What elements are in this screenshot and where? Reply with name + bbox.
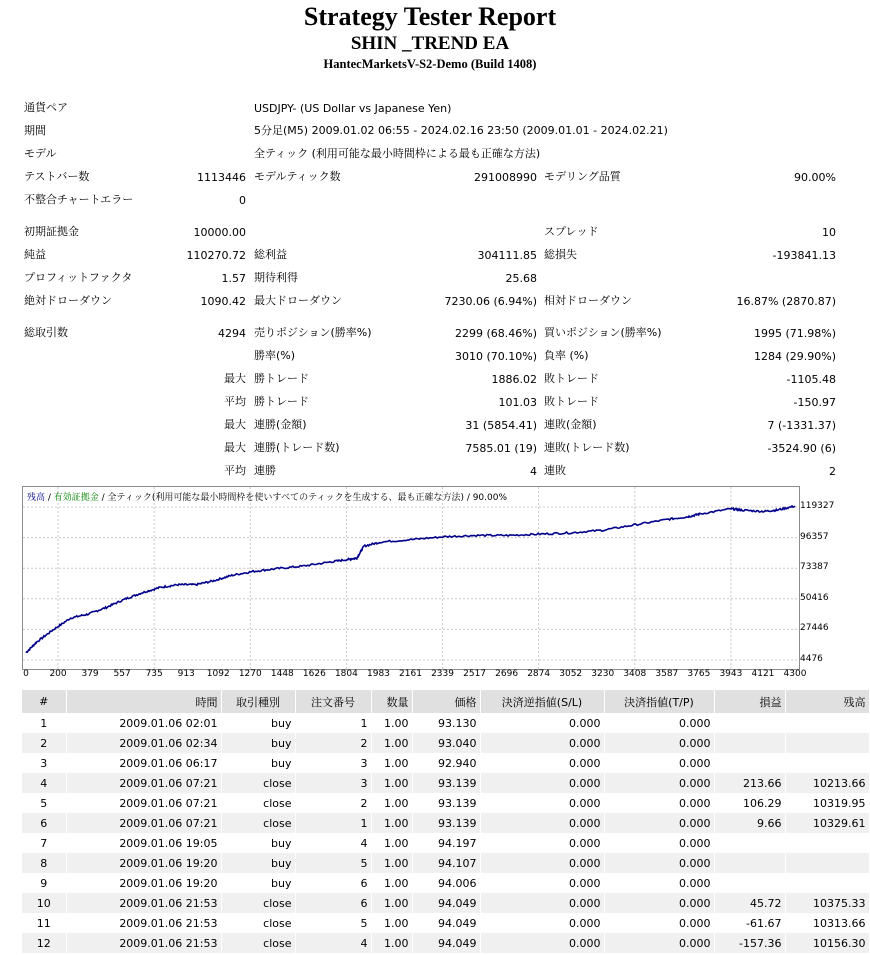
x-tick-label: 3230 [591, 669, 615, 679]
table-cell: buy [221, 833, 295, 853]
column-header: # [22, 690, 66, 713]
largest-loss-label: 敗トレード [544, 372, 599, 385]
x-tick-label: 1804 [334, 669, 358, 679]
consec-win-money-label: 連勝(金額) [254, 418, 307, 431]
long-positions-value: 1995 (71.98%) [753, 327, 836, 340]
table-cell: 213.66 [714, 773, 785, 793]
table-row [22, 753, 869, 773]
table-cell: 9 [22, 873, 66, 893]
y-tick-label: 96357 [800, 531, 829, 542]
largest-win-label: 勝トレード [254, 372, 309, 385]
x-tick-label: 3587 [655, 669, 679, 679]
abs-drawdown-value: 1090.42 [200, 295, 246, 308]
y-tick-label: 4476 [800, 654, 823, 664]
table-cell: buy [221, 853, 295, 873]
column-header: 損益 [714, 690, 785, 713]
table-cell: close [221, 933, 295, 953]
table-row [22, 893, 869, 913]
errors-label: 不整合チャートエラー [24, 193, 134, 206]
short-positions-value: 2299 (68.46%) [454, 327, 537, 340]
legend-rest: / 全ティック(利用可能な最小時間枠を使いすべてのティックを生成する、最も正確な方法) / 90.00% [98, 493, 508, 503]
avg-win-value: 101.03 [498, 396, 537, 409]
expected-payoff-value: 25.68 [505, 272, 537, 285]
avg-consec-loss-value: 2 [829, 465, 836, 478]
table-cell: 0.000 [604, 873, 714, 893]
profit-factor-label: プロフィットファクタ [24, 271, 133, 284]
x-tick-label: 2517 [463, 669, 487, 679]
x-tick-label: 0 [23, 669, 29, 679]
table-cell: 1.00 [371, 793, 412, 813]
table-cell: 0.000 [480, 773, 604, 793]
table-cell: 0.000 [604, 773, 714, 793]
total-trades-label: 総取引数 [24, 326, 68, 339]
table-cell [785, 733, 869, 753]
avg-loss-value: -150.97 [793, 396, 836, 409]
table-cell: 92.940 [412, 753, 480, 773]
table-cell: 2009.01.06 06:17 [66, 753, 221, 773]
ticks-label: モデルティック数 [254, 170, 341, 183]
table-cell: -157.36 [714, 933, 785, 953]
table-cell: 1 [22, 713, 66, 733]
y-tick-label: 73387 [800, 562, 829, 573]
table-cell: 3 [295, 753, 371, 773]
consec-win-money-value: 31 (5854.41) [465, 419, 537, 432]
ticks-value: 291008990 [474, 171, 537, 184]
model-value: 全ティック (利用可能な最小時間枠による最も正確な方法) [254, 147, 541, 160]
table-cell [785, 873, 869, 893]
table-cell: close [221, 773, 295, 793]
table-cell: 6 [295, 893, 371, 913]
errors-value: 0 [239, 194, 246, 207]
table-cell: 4 [295, 933, 371, 953]
loss-rate-value: 1284 (29.90%) [753, 350, 836, 363]
table-cell: 1.00 [371, 853, 412, 873]
consec-loss-money-value: 7 (-1331.37) [767, 419, 836, 432]
table-cell: 7 [22, 833, 66, 853]
table-cell: 2009.01.06 21:53 [66, 893, 221, 913]
x-tick-label: 1983 [367, 669, 390, 679]
table-cell: 0.000 [480, 793, 604, 813]
x-tick-label: 200 [49, 669, 67, 679]
symbol-label: 通貨ペア [24, 101, 68, 114]
chart-canvas [23, 487, 799, 669]
table-cell: 0.000 [480, 913, 604, 933]
x-tick-label: 1626 [302, 669, 326, 679]
win-rate-value: 3010 (70.10%) [454, 350, 537, 363]
net-profit-value: 110270.72 [186, 249, 246, 262]
table-cell: close [221, 813, 295, 833]
table-cell: 0.000 [604, 893, 714, 913]
x-tick-label: 1092 [206, 669, 230, 679]
table-cell: 94.197 [412, 833, 480, 853]
table-header-row [22, 690, 869, 713]
table-cell: buy [221, 753, 295, 773]
x-tick-label: 4300 [783, 669, 807, 679]
table-cell: 45.72 [714, 893, 785, 913]
x-tick-label: 735 [145, 669, 163, 679]
period-label: 期間 [24, 124, 46, 137]
x-tick-label: 2696 [495, 669, 519, 679]
table-cell: close [221, 913, 295, 933]
table-cell: 2009.01.06 07:21 [66, 793, 221, 813]
table-cell: 0.000 [480, 853, 604, 873]
avg-label-2: 平均 [224, 464, 246, 477]
initial-deposit-value: 10000.00 [193, 226, 246, 239]
initial-deposit-label: 初期証拠金 [24, 225, 79, 238]
table-row [22, 833, 869, 853]
consec-loss-trades-label: 連敗(トレード数) [544, 441, 630, 454]
net-profit-label: 純益 [24, 248, 46, 261]
x-tick-label: 557 [113, 669, 131, 679]
avg-win-label: 勝トレード [254, 395, 309, 408]
table-cell: close [221, 893, 295, 913]
short-positions-label: 売りポジション(勝率%) [254, 326, 372, 339]
table-cell: 1.00 [371, 813, 412, 833]
balance-chart [22, 486, 800, 670]
bars-value: 1113446 [197, 171, 246, 184]
y-tick-label: 27446 [800, 623, 829, 634]
table-cell: 10 [22, 893, 66, 913]
avg-loss-label: 敗トレード [544, 395, 599, 408]
gross-loss-value: -193841.13 [772, 249, 836, 262]
table-row [22, 813, 869, 833]
table-cell: 0.000 [480, 933, 604, 953]
x-tick-label: 2161 [399, 669, 422, 679]
symbol-value: USDJPY- (US Dollar vs Japanese Yen) [254, 102, 452, 115]
largest-win-value: 1886.02 [491, 373, 537, 386]
table-cell: 1.00 [371, 873, 412, 893]
table-cell: 93.139 [412, 793, 480, 813]
spread-label: スプレッド [544, 225, 599, 238]
quality-value: 90.00% [794, 171, 836, 184]
x-tick-label: 379 [81, 669, 99, 679]
table-row [22, 773, 869, 793]
table-cell: 3 [295, 773, 371, 793]
avg-consec-win-value: 4 [530, 465, 537, 478]
table-cell: 0.000 [480, 753, 604, 773]
table-cell [785, 853, 869, 873]
table-cell: 2009.01.06 07:21 [66, 813, 221, 833]
table-cell: 5 [295, 853, 371, 873]
abs-drawdown-label: 絶対ドローダウン [24, 294, 112, 307]
table-cell: 2 [295, 733, 371, 753]
max-label-3: 最大 [224, 441, 246, 454]
y-tick-label: 119327 [800, 501, 835, 511]
table-row [22, 913, 869, 933]
server-name: HantecMarketsV-S2-Demo (Build 1408) [323, 57, 537, 71]
table-cell: 0.000 [480, 873, 604, 893]
table-cell: 0.000 [604, 713, 714, 733]
table-cell: 1.00 [371, 713, 412, 733]
table-cell: 12 [22, 933, 66, 953]
table-cell: 2009.01.06 19:05 [66, 833, 221, 853]
x-tick-label: 1270 [238, 669, 262, 679]
table-cell: 0.000 [604, 913, 714, 933]
table-cell: 94.006 [412, 873, 480, 893]
table-row [22, 793, 869, 813]
table-row [22, 733, 869, 753]
table-cell: 10375.33 [785, 893, 869, 913]
column-header: 決済指値(T/P) [604, 690, 714, 713]
table-cell: 94.107 [412, 853, 480, 873]
win-rate-label: 勝率(%) [254, 349, 296, 362]
rel-drawdown-label: 相対ドローダウン [544, 294, 632, 307]
table-cell: 0.000 [480, 713, 604, 733]
table-cell: 2009.01.06 19:20 [66, 853, 221, 873]
max-drawdown-value: 7230.06 (6.94%) [444, 295, 537, 308]
column-header: 残高 [785, 690, 869, 713]
table-cell: 1.00 [371, 913, 412, 933]
table-cell: 8 [22, 853, 66, 873]
table-cell [714, 733, 785, 753]
table-cell: 0.000 [480, 833, 604, 853]
table-cell: 93.139 [412, 773, 480, 793]
x-tick-label: 1448 [270, 669, 294, 679]
table-cell: 1.00 [371, 893, 412, 913]
table-cell: 1.00 [371, 733, 412, 753]
table-cell: 6 [22, 813, 66, 833]
x-tick-label: 4121 [751, 669, 775, 679]
table-cell: 2009.01.06 02:34 [66, 733, 221, 753]
table-cell: 9.66 [714, 813, 785, 833]
table-cell [714, 873, 785, 893]
model-label: モデル [24, 147, 57, 160]
table-cell: 5 [22, 793, 66, 813]
max-label-2: 最大 [224, 418, 246, 431]
consec-loss-money-label: 連敗(金額) [544, 418, 597, 431]
table-cell: 10156.30 [785, 933, 869, 953]
table-row [22, 713, 869, 733]
table-cell [714, 853, 785, 873]
table-cell: 4 [295, 833, 371, 853]
spread-value: 10 [822, 226, 836, 239]
table-cell: 0.000 [480, 813, 604, 833]
profit-factor-value: 1.57 [221, 272, 246, 285]
table-cell: 0.000 [604, 813, 714, 833]
table-cell: 94.049 [412, 893, 480, 913]
column-header: 数量 [371, 690, 412, 713]
table-cell: 93.130 [412, 713, 480, 733]
table-cell: 5 [295, 913, 371, 933]
bars-label: テストバー数 [24, 170, 90, 183]
table-cell: 11 [22, 913, 66, 933]
table-cell: 3 [22, 753, 66, 773]
table-cell: close [221, 793, 295, 813]
x-tick-label: 2339 [431, 669, 454, 679]
table-cell: buy [221, 733, 295, 753]
table-cell: 0.000 [604, 793, 714, 813]
chart-legend [27, 490, 507, 503]
table-cell: 10329.61 [785, 813, 869, 833]
table-cell: 2009.01.06 02:01 [66, 713, 221, 733]
table-cell: 0.000 [604, 733, 714, 753]
rel-drawdown-value: 16.87% (2870.87) [736, 295, 836, 308]
table-row [22, 853, 869, 873]
table-cell: 94.049 [412, 933, 480, 953]
table-cell: 106.29 [714, 793, 785, 813]
x-tick-label: 2874 [527, 669, 551, 679]
table-cell: 0.000 [480, 733, 604, 753]
total-trades-value: 4294 [218, 327, 246, 340]
report-title: Strategy Tester Report [303, 2, 557, 31]
table-cell: 93.040 [412, 733, 480, 753]
table-cell: 10319.95 [785, 793, 869, 813]
table-cell [714, 753, 785, 773]
column-header: 決済逆指値(S/L) [480, 690, 604, 713]
table-cell: 0.000 [604, 933, 714, 953]
x-tick-label: 3943 [719, 669, 743, 679]
table-cell: 1 [295, 813, 371, 833]
table-cell: 2009.01.06 07:21 [66, 773, 221, 793]
table-cell: 10213.66 [785, 773, 869, 793]
consec-win-trades-value: 7585.01 (19) [465, 442, 537, 455]
table-cell: 2 [295, 793, 371, 813]
max-drawdown-label: 最大ドローダウン [254, 294, 342, 307]
gross-loss-label: 総損失 [544, 248, 577, 261]
table-cell: 1.00 [371, 773, 412, 793]
legend-balance: 残高 [27, 493, 46, 503]
loss-rate-label: 負率 (%) [544, 349, 589, 362]
legend-equity: 有効証拠金 [53, 493, 99, 503]
max-label-1: 最大 [224, 372, 246, 385]
table-cell: 1 [295, 713, 371, 733]
deals-table [22, 690, 870, 953]
table-cell: 2009.01.06 21:53 [66, 933, 221, 953]
table-cell: 2009.01.06 19:20 [66, 873, 221, 893]
gross-profit-value: 304111.85 [477, 249, 537, 262]
table-cell: 0.000 [604, 833, 714, 853]
column-header: 注文番号 [295, 690, 371, 713]
x-tick-label: 913 [177, 669, 195, 679]
gross-profit-label: 総利益 [254, 248, 287, 261]
column-header: 取引種別 [221, 690, 295, 713]
table-cell: 93.139 [412, 813, 480, 833]
table-cell [785, 713, 869, 733]
table-cell: 1.00 [371, 753, 412, 773]
x-tick-label: 3765 [687, 669, 711, 679]
table-cell [785, 833, 869, 853]
x-tick-label: 3408 [623, 669, 647, 679]
table-cell: 10313.66 [785, 913, 869, 933]
table-cell: 0.000 [604, 753, 714, 773]
table-cell: 94.049 [412, 913, 480, 933]
column-header: 時間 [66, 690, 221, 713]
table-cell: 1.00 [371, 833, 412, 853]
avg-consec-win-label: 連勝 [254, 464, 276, 477]
expected-payoff-label: 期待利得 [254, 271, 298, 284]
consec-win-trades-label: 連勝(トレード数) [254, 441, 340, 454]
table-cell: 0.000 [604, 853, 714, 873]
table-cell: 6 [295, 873, 371, 893]
quality-label: モデリング品質 [544, 170, 621, 183]
avg-consec-loss-label: 連敗 [544, 464, 566, 477]
x-tick-label: 3052 [559, 669, 583, 679]
table-row [22, 873, 869, 893]
table-cell: 4 [22, 773, 66, 793]
table-cell: 1.00 [371, 933, 412, 953]
avg-label-1: 平均 [224, 395, 246, 408]
table-cell [785, 753, 869, 773]
table-cell [714, 713, 785, 733]
column-header: 価格 [412, 690, 480, 713]
table-cell: -61.67 [714, 913, 785, 933]
long-positions-label: 買いポジション(勝率%) [544, 326, 662, 339]
legend-sep: / [45, 493, 54, 503]
ea-name: SHIN _TREND EA [350, 33, 510, 54]
table-row [22, 933, 869, 953]
table-cell: 2 [22, 733, 66, 753]
consec-loss-trades-value: -3524.90 (6) [767, 442, 836, 455]
series-line-balance [26, 506, 795, 653]
y-tick-label: 50416 [800, 592, 829, 603]
period-value: 5分足(M5) 2009.01.02 06:55 - 2024.02.16 23:50 (2009.01.01 - 2024.02.21) [254, 124, 668, 137]
table-cell: buy [221, 713, 295, 733]
table-cell: 2009.01.06 21:53 [66, 913, 221, 933]
table-cell [714, 833, 785, 853]
table-cell: buy [221, 873, 295, 893]
table-cell: 0.000 [480, 893, 604, 913]
largest-loss-value: -1105.48 [786, 373, 836, 386]
